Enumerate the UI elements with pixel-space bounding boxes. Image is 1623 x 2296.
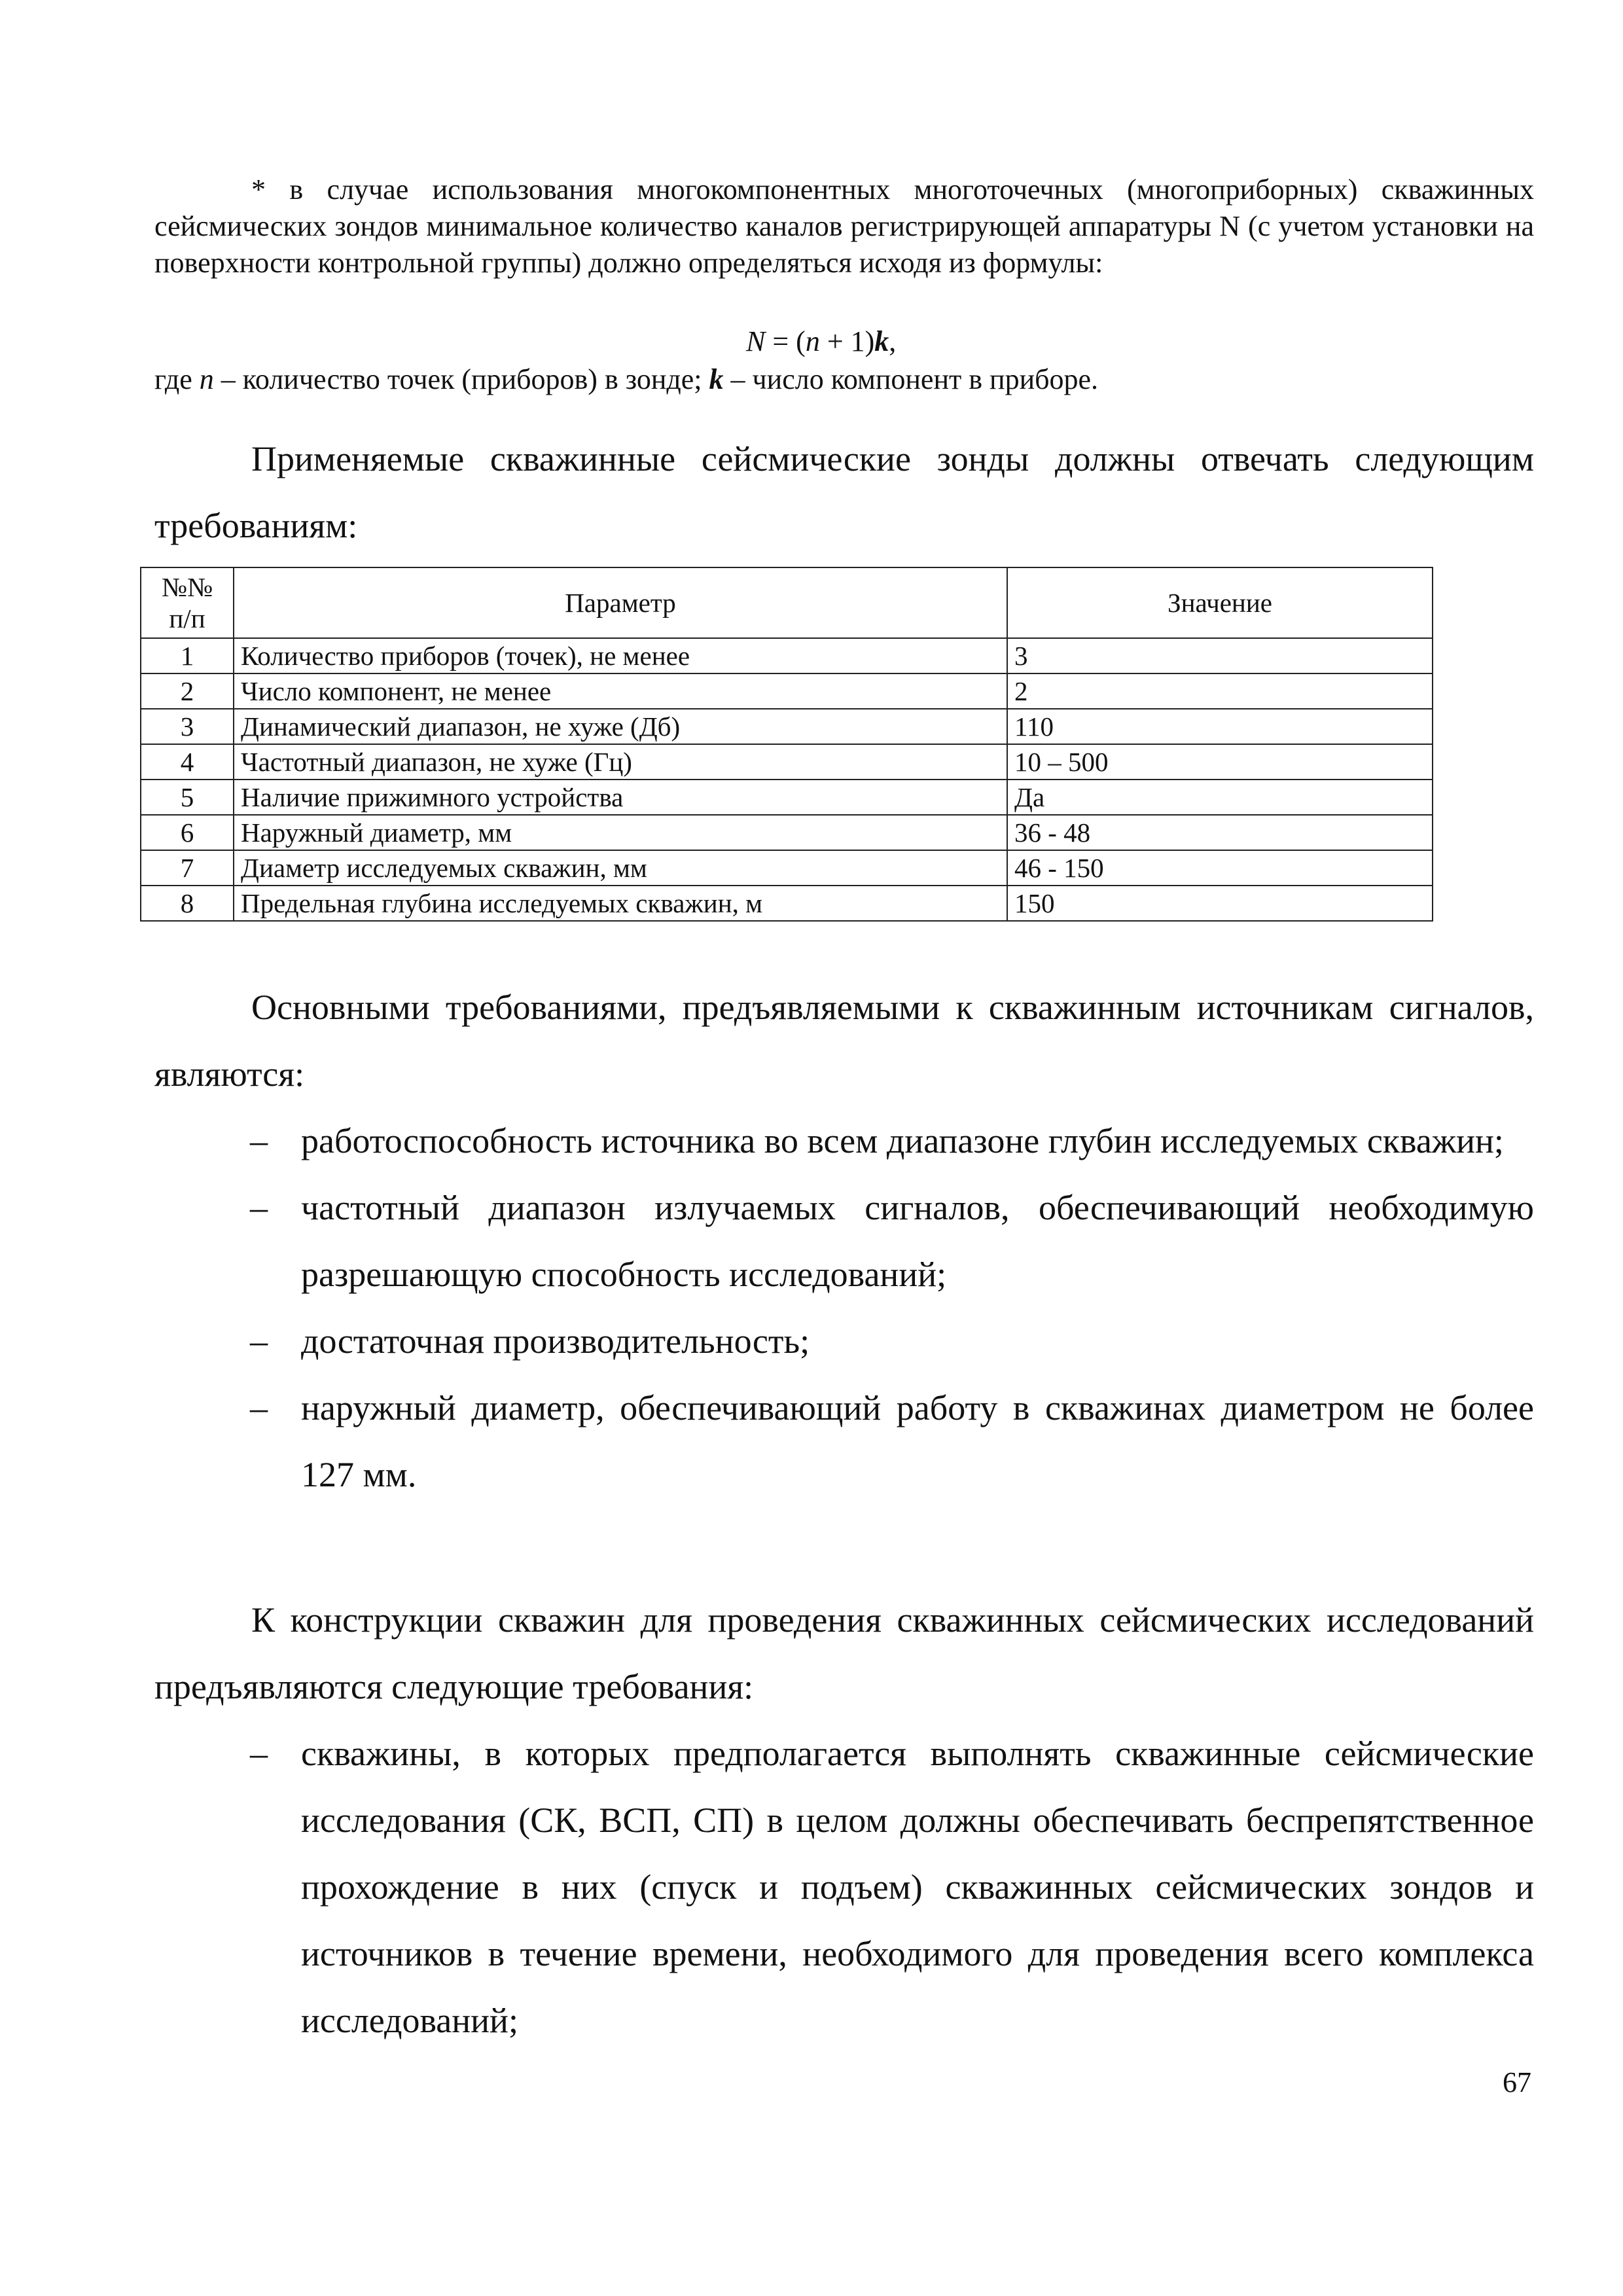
table-row	[141, 780, 1433, 815]
cell-parameter: Динамический диапазон, не хуже (Дб)	[234, 709, 1007, 744]
cell-number: 3	[141, 709, 234, 744]
formula-N: N	[746, 325, 766, 357]
list-item	[250, 1720, 1534, 2054]
cell-parameter: Наличие прижимного устройства	[234, 780, 1007, 815]
where-n: n	[199, 363, 214, 395]
footnote-text: * в случае использования многокомпонентных многоточечных (многоприборных) скважинных сейсмических зондов минимальное количество каналов регистрирующей аппаратуры N (с учетом установки на поверхности контрольной группы) должно определяться исходя из формулы:	[154, 173, 1534, 279]
table-row	[141, 744, 1433, 780]
paragraph-probe-requirements: Применяемые скважинные сейсмические зонды должны отвечать следующим требованиям:	[154, 439, 1534, 545]
formula-eq: = (	[765, 325, 806, 357]
header-value: Значение	[1007, 567, 1433, 638]
list-item	[250, 1374, 1534, 1508]
table-row	[141, 709, 1433, 744]
header-number: №№ п/п	[141, 567, 234, 638]
formula-end: ,	[889, 325, 897, 357]
list-item-text: достаточная производительность;	[301, 1321, 810, 1361]
bullet-dash: –	[250, 1734, 268, 1773]
table-row	[141, 850, 1433, 886]
bullet-dash: –	[250, 1188, 268, 1227]
list-item	[250, 1174, 1534, 1308]
table-row	[141, 638, 1433, 673]
cell-value: 46 - 150	[1007, 850, 1433, 886]
cell-number: 7	[141, 850, 234, 886]
cell-number: 5	[141, 780, 234, 815]
where-prefix: где	[154, 363, 200, 395]
cell-value: 150	[1007, 886, 1433, 921]
cell-value: 110	[1007, 709, 1433, 744]
cell-number: 1	[141, 638, 234, 673]
table-row	[141, 673, 1433, 709]
list-item-text: работоспособность источника во всем диапазоне глубин исследуемых скважин;	[301, 1121, 1504, 1160]
well-requirements-list	[250, 1720, 1534, 2054]
table-body	[141, 638, 1433, 921]
cell-number: 4	[141, 744, 234, 780]
list-item	[250, 1308, 1534, 1374]
list-item	[250, 1107, 1534, 1174]
formula	[746, 323, 896, 360]
cell-value: 36 - 48	[1007, 815, 1433, 850]
table-header-row	[141, 567, 1433, 638]
cell-value: Да	[1007, 780, 1433, 815]
table-row	[141, 886, 1433, 921]
cell-parameter: Число компонент, не менее	[234, 673, 1007, 709]
list-item-text: частотный диапазон излучаемых сигналов, обеспечивающий необходимую разрешающую способность исследований;	[301, 1188, 1534, 1294]
where-k: k	[709, 363, 724, 395]
formula-n: n	[805, 325, 820, 357]
list-item-text: скважины, в которых предполагается выполнять скважинные сейсмические исследования (СК, ВСП, СП) в целом должны обеспечивать беспрепятственное прохождение в них (спуск и подъем) скважинных сейсмических зондов и источников в течение времени, необходимого для проведения всего комплекса исследований;	[301, 1734, 1534, 2040]
cell-number: 2	[141, 673, 234, 709]
where-mid: – количество точек (приборов) в зонде;	[213, 363, 709, 395]
cell-parameter: Предельная глубина исследуемых скважин, м	[234, 886, 1007, 921]
requirements-table	[140, 567, 1433, 922]
cell-number: 8	[141, 886, 234, 921]
bullet-dash: –	[250, 1321, 268, 1361]
header-parameter: Параметр	[234, 567, 1007, 638]
paragraph-source-requirements: Основными требованиями, предъявляемыми к скважинным источникам сигналов, являются:	[154, 988, 1534, 1094]
cell-value: 10 – 500	[1007, 744, 1433, 780]
table-row	[141, 815, 1433, 850]
cell-parameter: Количество приборов (точек), не менее	[234, 638, 1007, 673]
bullet-dash: –	[250, 1121, 268, 1160]
cell-value: 2	[1007, 673, 1433, 709]
cell-value: 3	[1007, 638, 1433, 673]
formula-mid: + 1)	[819, 325, 875, 357]
formula-explanation	[154, 361, 1098, 398]
cell-parameter: Наружный диаметр, мм	[234, 815, 1007, 850]
cell-parameter: Частотный диапазон, не хуже (Гц)	[234, 744, 1007, 780]
formula-k: k	[874, 325, 889, 357]
source-requirements-list	[250, 1107, 1534, 1508]
cell-parameter: Диаметр исследуемых скважин, мм	[234, 850, 1007, 886]
paragraph-well-requirements: К конструкции скважин для проведения скважинных сейсмических исследований предъявляются следующие требования:	[154, 1600, 1534, 1706]
bullet-dash: –	[250, 1388, 268, 1427]
where-suffix: – число компонент в приборе.	[723, 363, 1099, 395]
list-item-text: наружный диаметр, обеспечивающий работу в скважинах диаметром не более 127 мм.	[301, 1388, 1534, 1494]
cell-number: 6	[141, 815, 234, 850]
footnote	[154, 171, 1534, 281]
page-number: 67	[1503, 2066, 1531, 2098]
